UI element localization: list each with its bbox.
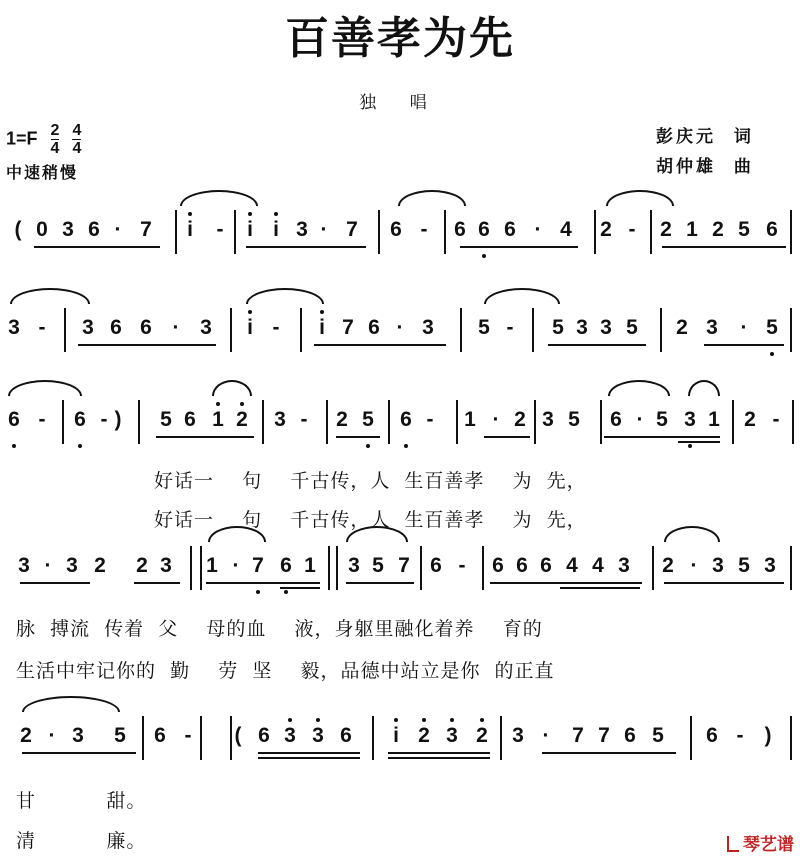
beam-line-double [280, 587, 320, 589]
beam-line [206, 582, 320, 584]
note: 4 [592, 554, 604, 577]
slur-arc [664, 526, 720, 542]
note: - [300, 408, 308, 431]
beam-line-double [388, 757, 490, 759]
octave-dot-low [404, 444, 408, 448]
bar-line [600, 400, 602, 444]
beam-line [548, 344, 646, 346]
note: - [628, 218, 636, 241]
slur-arc [212, 380, 252, 396]
note: 6 [368, 316, 380, 339]
bar-line [138, 400, 140, 444]
beam-line [156, 436, 254, 438]
tempo-marking: 中速稍慢 [6, 163, 79, 182]
bar-line [456, 400, 458, 444]
bar-line [62, 400, 64, 444]
note: 6 [340, 724, 352, 747]
note: - [100, 408, 108, 431]
note: i [393, 724, 399, 747]
beam-line [484, 436, 530, 438]
octave-dot-high [480, 718, 484, 722]
bar-line [444, 210, 446, 254]
octave-dot-low [78, 444, 82, 448]
octave-dot-low [688, 444, 692, 448]
bar-line [200, 546, 202, 590]
bar-line [792, 400, 794, 444]
note: 5 [552, 316, 564, 339]
beam-line [336, 436, 380, 438]
beam-line [20, 582, 90, 584]
note: 4 [566, 554, 578, 577]
bar-line [594, 210, 596, 254]
lyric-line-5-verse-1: 甘 甜。 [16, 790, 147, 812]
lyricist-credit: 彭庆元 词 [656, 127, 754, 147]
note: 6 [624, 724, 636, 747]
beam-line [34, 246, 160, 248]
note: - [736, 724, 744, 747]
note: 6 [110, 316, 122, 339]
note: 3 [274, 408, 286, 431]
beam-line [78, 344, 216, 346]
note: - [458, 554, 466, 577]
bar-line [142, 716, 144, 760]
note: 5 [362, 408, 374, 431]
note: 3 [200, 316, 212, 339]
bar-line [532, 308, 534, 352]
beam-line [460, 246, 578, 248]
octave-dot-low [284, 590, 288, 594]
note: i [273, 218, 279, 241]
note: - [420, 218, 428, 241]
note: 3 [422, 316, 434, 339]
note: · [542, 724, 550, 747]
note: 6 [478, 218, 490, 241]
note: · [396, 316, 404, 339]
note: 6 [140, 316, 152, 339]
note: - [772, 408, 780, 431]
bar-line [230, 308, 232, 352]
slur-arc [484, 288, 560, 304]
lyric-line-4-verse-2: 生活中牢记你的 勤 劳 坚 毅，品德中站立是你 的正直 [16, 660, 555, 682]
note: 6 [706, 724, 718, 747]
octave-dot-low [366, 444, 370, 448]
note: 2 [660, 218, 672, 241]
slur-arc [606, 190, 674, 206]
note: - [272, 316, 280, 339]
note: 5 [766, 316, 778, 339]
note: 6 [184, 408, 196, 431]
beam-line [490, 582, 642, 584]
note: i [319, 316, 325, 339]
note: 1 [304, 554, 316, 577]
note: 1 [464, 408, 476, 431]
note: · [114, 218, 122, 241]
beam-line [134, 582, 180, 584]
note: · [320, 218, 328, 241]
bar-line [652, 546, 654, 590]
note: 2 [236, 408, 248, 431]
octave-dot-low [12, 444, 16, 448]
beam-line [662, 246, 786, 248]
time-signature-1: $\frac{2}{4}$ [50, 122, 60, 157]
bar-line [262, 400, 264, 444]
note: 7 [140, 218, 152, 241]
note: 3 [706, 316, 718, 339]
octave-dot-high [316, 718, 320, 722]
note: 1 [206, 554, 218, 577]
note: 4 [560, 218, 572, 241]
note: 3 [684, 408, 696, 431]
bar-line [732, 400, 734, 444]
note: 7 [342, 316, 354, 339]
note: 2 [712, 218, 724, 241]
octave-dot-high [288, 718, 292, 722]
note: - [426, 408, 434, 431]
beam-line-double [560, 587, 640, 589]
note: 3 [512, 724, 524, 747]
note: 3 [542, 408, 554, 431]
note: - [184, 724, 192, 747]
note: · [48, 724, 56, 747]
note: 3 [764, 554, 776, 577]
octave-dot-high [422, 718, 426, 722]
watermark-logo: 琴艺谱 [727, 830, 794, 855]
note: 5 [652, 724, 664, 747]
note: 2 [514, 408, 526, 431]
note: 3 [66, 554, 78, 577]
note: 6 [154, 724, 166, 747]
bar-line [175, 210, 177, 254]
note: · [492, 408, 500, 431]
slur-arc [22, 696, 120, 712]
bar-line [482, 546, 484, 590]
beam-line-double [678, 441, 720, 443]
note: 6 [8, 408, 20, 431]
note: 3 [72, 724, 84, 747]
note: 3 [18, 554, 30, 577]
note: 2 [744, 408, 756, 431]
note: 3 [618, 554, 630, 577]
bar-line [650, 210, 652, 254]
note: 5 [656, 408, 668, 431]
note: 3 [160, 554, 172, 577]
note: 5 [738, 218, 750, 241]
note: · [690, 554, 698, 577]
note: 6 [258, 724, 270, 747]
note: · [740, 316, 748, 339]
octave-dot-high [394, 718, 398, 722]
note: · [232, 554, 240, 577]
note: ( [234, 724, 242, 747]
note: 3 [600, 316, 612, 339]
bar-line [790, 716, 792, 760]
performance-type: 独 唱 [359, 93, 441, 113]
bar-line [660, 308, 662, 352]
octave-dot-low [770, 352, 774, 356]
bar-line [790, 546, 792, 590]
bar-line [234, 210, 236, 254]
note: - [216, 218, 224, 241]
beam-line [246, 246, 366, 248]
note: · [534, 218, 542, 241]
note: 1 [708, 408, 720, 431]
note: 1 [212, 408, 224, 431]
note: 6 [516, 554, 528, 577]
note: 6 [454, 218, 466, 241]
note: - [38, 316, 46, 339]
note: 6 [540, 554, 552, 577]
note: 0 [36, 218, 48, 241]
note: i [247, 316, 253, 339]
lyric-line-5-verse-2: 清 廉。 [16, 830, 147, 852]
note: 5 [160, 408, 172, 431]
note: 7 [398, 554, 410, 577]
beam-line [704, 344, 784, 346]
bar-line [328, 546, 330, 590]
bar-line [460, 308, 462, 352]
slur-arc [608, 380, 670, 396]
beam-line [258, 752, 360, 754]
octave-dot-high [274, 212, 278, 216]
note: 3 [62, 218, 74, 241]
octave-dot-high [248, 310, 252, 314]
note: 7 [598, 724, 610, 747]
octave-dot-high [320, 310, 324, 314]
note: ) [764, 724, 772, 747]
note: - [506, 316, 514, 339]
beam-line [314, 344, 446, 346]
note: 7 [572, 724, 584, 747]
octave-dot-high [188, 212, 192, 216]
note: 6 [400, 408, 412, 431]
note: 3 [446, 724, 458, 747]
note: 3 [348, 554, 360, 577]
lyric-line-3-verse-2: 好话一 句 千古传，人 生百善孝 为 先， [154, 509, 587, 531]
octave-dot-high [248, 212, 252, 216]
note: ) [114, 408, 122, 431]
note: 7 [346, 218, 358, 241]
logo-icon [727, 836, 739, 852]
slur-arc [398, 190, 466, 206]
bar-line [790, 308, 792, 352]
note: 2 [418, 724, 430, 747]
bar-line [336, 546, 338, 590]
note: - [38, 408, 46, 431]
beam-line [22, 752, 136, 754]
bar-line [190, 546, 192, 590]
note: 3 [296, 218, 308, 241]
beam-line [604, 436, 720, 438]
note: 2 [20, 724, 32, 747]
note: 3 [576, 316, 588, 339]
slur-arc [10, 288, 90, 304]
composer-credit: 胡仲雄 曲 [656, 157, 754, 177]
note: i [187, 218, 193, 241]
note: 6 [88, 218, 100, 241]
beam-line [388, 752, 490, 754]
note: 2 [600, 218, 612, 241]
note: 6 [766, 218, 778, 241]
note: 5 [738, 554, 750, 577]
note: 3 [712, 554, 724, 577]
note: 2 [676, 316, 688, 339]
note: 6 [610, 408, 622, 431]
note: 2 [336, 408, 348, 431]
note: 3 [8, 316, 20, 339]
octave-dot-high [450, 718, 454, 722]
note: 2 [662, 554, 674, 577]
octave-dot-low [482, 254, 486, 258]
bar-line [230, 716, 232, 760]
bar-line [500, 716, 502, 760]
note: 6 [430, 554, 442, 577]
note: · [636, 408, 644, 431]
beam-line [542, 752, 676, 754]
slur-arc [246, 288, 324, 304]
note: 5 [568, 408, 580, 431]
beam-line [346, 582, 414, 584]
note: · [172, 316, 180, 339]
time-signature-2: $\frac{4}{4}$ [72, 122, 82, 157]
note: 3 [82, 316, 94, 339]
bar-line [534, 400, 536, 444]
bar-line [690, 716, 692, 760]
note: 6 [280, 554, 292, 577]
note: 6 [504, 218, 516, 241]
note: 2 [136, 554, 148, 577]
beam-line-double [258, 757, 360, 759]
bar-line [372, 716, 374, 760]
key-signature [6, 122, 81, 157]
beam-line [664, 582, 784, 584]
slur-arc [180, 190, 258, 206]
note: 2 [476, 724, 488, 747]
bar-line [790, 210, 792, 254]
note: 1 [686, 218, 698, 241]
bar-line [388, 400, 390, 444]
note: i [247, 218, 253, 241]
bar-line [64, 308, 66, 352]
note: 3 [312, 724, 324, 747]
note: 6 [390, 218, 402, 241]
note: 6 [74, 408, 86, 431]
octave-dot-high [240, 402, 244, 406]
bar-line [200, 716, 202, 760]
note: 5 [114, 724, 126, 747]
note: 5 [372, 554, 384, 577]
bar-line [326, 400, 328, 444]
note: 7 [252, 554, 264, 577]
octave-dot-low [256, 590, 260, 594]
note: 5 [478, 316, 490, 339]
bar-line [420, 546, 422, 590]
bar-line [378, 210, 380, 254]
bar-line [300, 308, 302, 352]
key-label: 1=F [6, 128, 38, 149]
octave-dot-high [216, 402, 220, 406]
note: 2 [94, 554, 106, 577]
note: 6 [492, 554, 504, 577]
note: ( [14, 218, 22, 241]
note: · [44, 554, 52, 577]
note: 3 [284, 724, 296, 747]
slur-arc [688, 380, 720, 396]
note: 5 [626, 316, 638, 339]
song-title: 百善孝为先 [285, 13, 515, 64]
lyric-line-3-verse-1: 好话一 句 千古传，人 生百善孝 为 先， [154, 470, 587, 492]
slur-arc [8, 380, 82, 396]
lyric-line-4-verse-1: 脉 搏流 传着 父 母的血 液，身躯里融化着养 育的 [16, 618, 543, 640]
